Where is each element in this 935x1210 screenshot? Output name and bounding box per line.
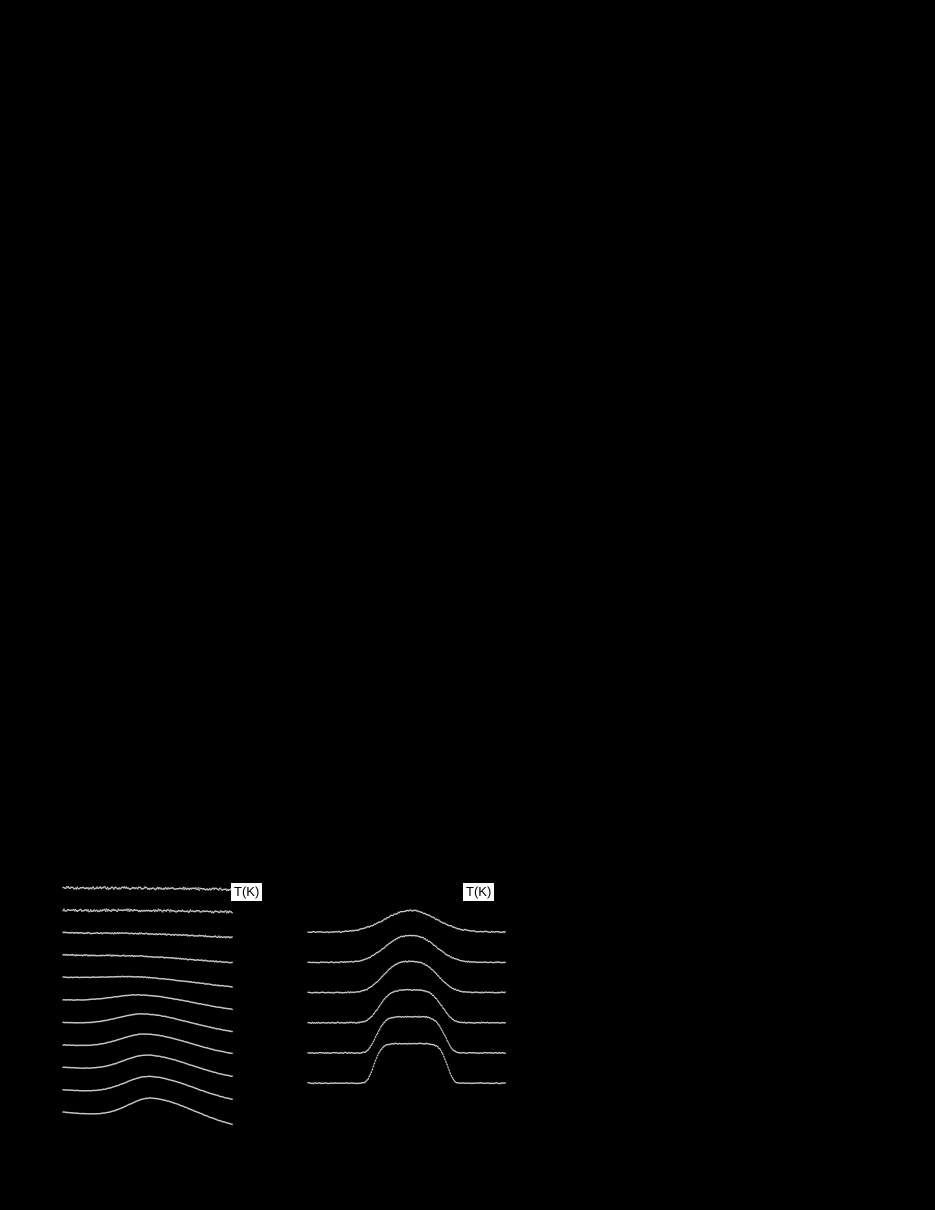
trace-curve-7 [62, 1013, 232, 1032]
trace-curve-4 [307, 989, 505, 1024]
trace-curve-2 [307, 935, 505, 964]
right-panel-waterfall-plot [300, 880, 515, 1120]
trace-curve-6 [62, 994, 232, 1010]
trace-curve-1 [307, 909, 505, 933]
trace-curve-2 [62, 908, 232, 913]
trace-curve-5 [62, 976, 232, 988]
left-panel-traces [60, 880, 240, 1130]
trace-curve-8 [62, 1033, 232, 1054]
left-panel-waterfall-plot [60, 880, 240, 1130]
trace-curve-10 [62, 1076, 232, 1100]
trace-curve-1 [62, 886, 232, 891]
trace-curve-6 [307, 1043, 505, 1085]
right-panel-traces [300, 880, 515, 1120]
trace-curve-5 [307, 1016, 505, 1054]
trace-curve-11 [62, 1097, 232, 1125]
trace-curve-3 [307, 960, 505, 993]
trace-curve-3 [62, 931, 232, 938]
left-panel-axis-label: T(K) [231, 883, 262, 901]
right-panel-axis-label: T(K) [463, 883, 494, 901]
trace-curve-9 [62, 1054, 232, 1077]
trace-curve-4 [62, 954, 232, 964]
